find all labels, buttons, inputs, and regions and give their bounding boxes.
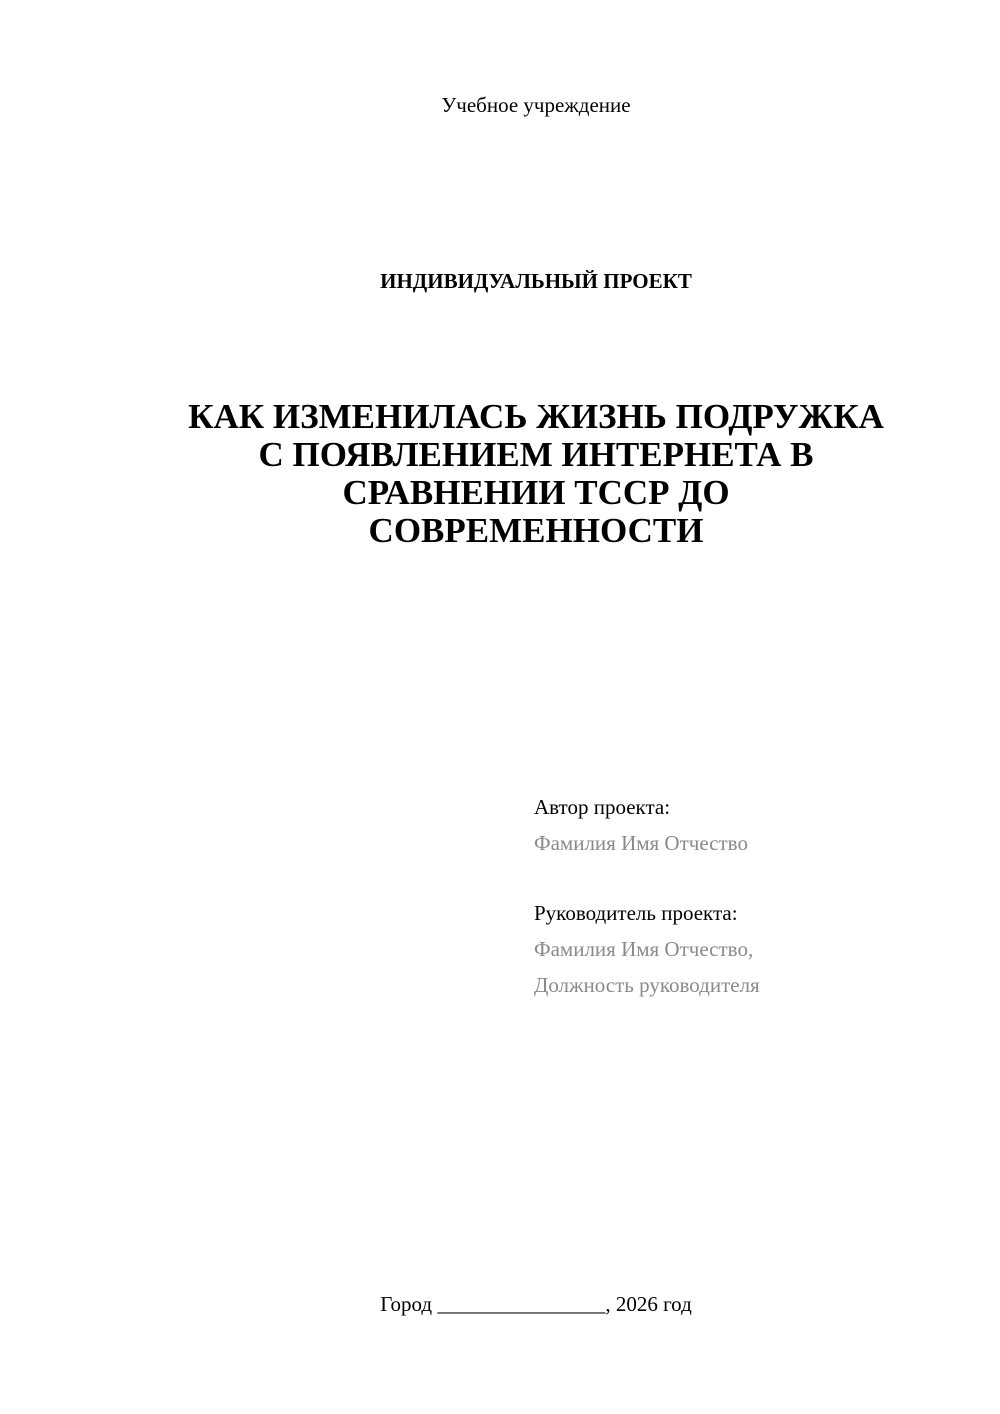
project-title	[140, 398, 932, 550]
project-title-line: СОВРЕМЕННОСТИ	[368, 511, 704, 550]
author-name: Фамилия Имя Отчество	[534, 831, 748, 855]
institution-name: Учебное учреждение	[441, 93, 631, 117]
document-type: ИНДИВИДУАЛЬНЫЙ ПРОЕКТ	[380, 269, 692, 293]
supervisor-position: Должность руководителя	[534, 973, 760, 997]
supervisor-name: Фамилия Имя Отчество,	[534, 937, 754, 961]
author-label: Автор проекта:	[534, 795, 671, 819]
project-title-line: С ПОЯВЛЕНИЕМ ИНТЕРНЕТА В	[258, 435, 814, 474]
credits-block	[534, 789, 760, 1003]
project-title-line: СРАВНЕНИИ ТССР ДО	[342, 473, 730, 512]
city-year-line: Город ________________, 2026 год	[380, 1292, 692, 1316]
supervisor-label: Руководитель проекта:	[534, 901, 738, 925]
project-title-line: КАК ИЗМЕНИЛАСЬ ЖИЗНЬ ПОДРУЖКА	[188, 397, 884, 436]
